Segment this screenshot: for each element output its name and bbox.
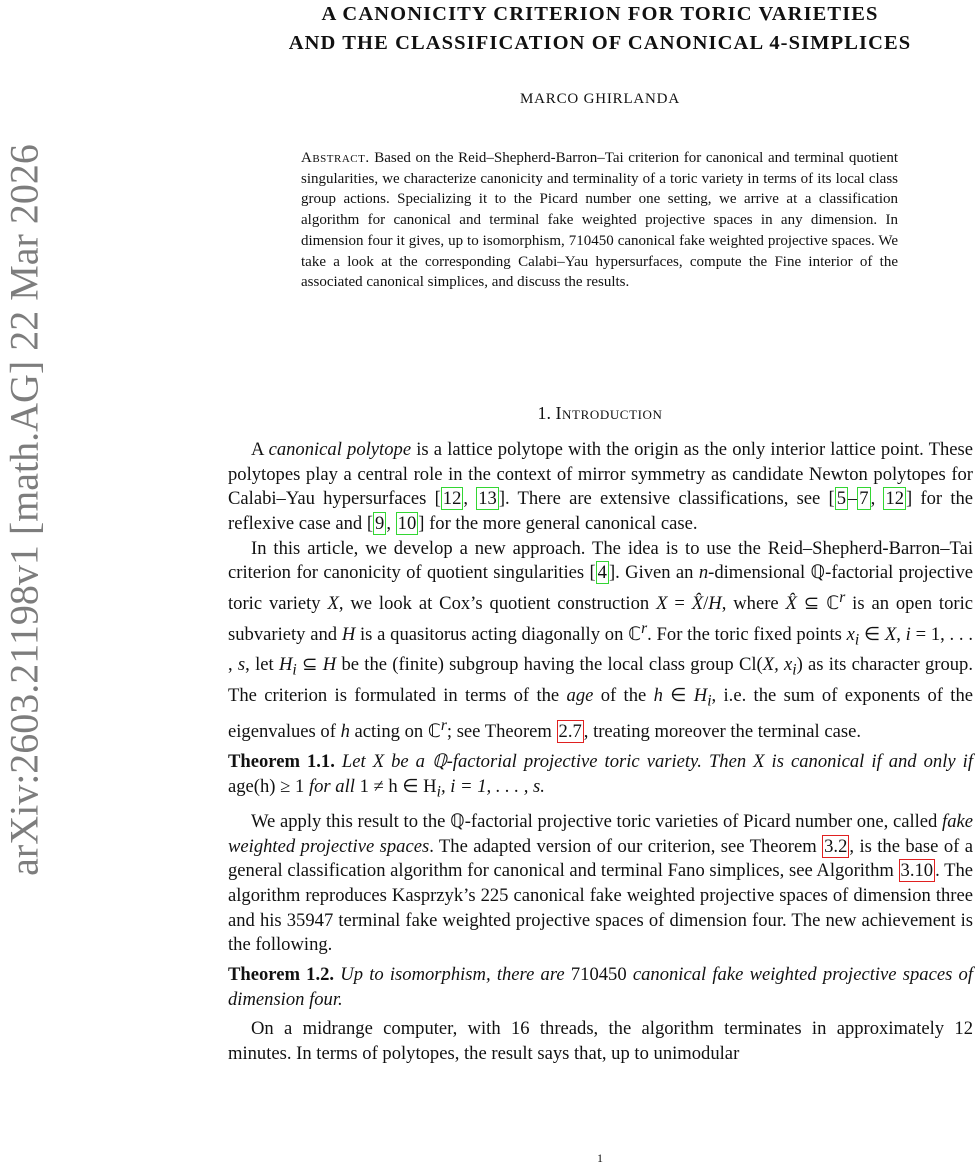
section-number: 1. <box>537 403 551 423</box>
arxiv-identifier: arXiv:2603.21198v1 [math.AG] 22 Mar 2026 <box>1 144 47 876</box>
abstract-text: Based on the Reid–Shepherd-Barron–Tai criterion for canonical and terminal quotient singularities, we characterize canonicity and terminality of a toric variety in terms of its local class group actions. Specializing it to the Picard number one setting, we arrive at a classification algorithm for canonical and terminal fake weighted projective spaces in any dimension. In dimension four it gives, up to isomorphism, 710450 canonical fake weighted projective spaces. We take a look at the corresponding Calabi–Yau hypersurfaces, compute the Fine interior of the associated canonical simplices, and discuss the results. <box>301 150 899 291</box>
citation-link[interactable]: 10 <box>397 512 417 534</box>
theorem-1-2: Theorem 1.2. Up to isomorphism, there are 710450 canonical fake weighted projective spaces of dimension four. <box>228 963 973 1010</box>
theorem-1-1: Theorem 1.1. Let X be a ℚ-factorial projective toric variety. Then X is canonical if and only if age(h) ≥ 1 for all 1 ≠ h ∈ $H_i$, i = 1, . . . , s. <box>228 750 973 801</box>
paper-title <box>228 0 972 58</box>
author-name: MARCO GHIRLANDA <box>520 91 680 107</box>
citation-link[interactable]: 7 <box>859 488 869 510</box>
paragraph-4: On a midrange computer, with 16 threads, the algorithm terminates in approximately 12 minutes. In terms of polytopes, the result says that, up to unimodular <box>228 1018 973 1064</box>
paragraph-3: We apply this result to the ℚ-factorial projective toric varieties of Picard number one, called fake weighted projective spaces. The adapted version of our criterion, see Theorem 3.2 , is the base of a general classification algorithm for canonical and terminal Fano simplices, see Algorithm 3.10 . The algorithm reproduces Kasprzyk’s 225 canonical fake weighted projective spaces of dimension three and his 35947 terminal fake weighted projective spaces of dimension four. The new achievement is the following. <box>228 810 973 956</box>
title-line-2: AND THE CLASSIFICATION OF CANONICAL 4-SIMPLICES <box>288 32 912 54</box>
body-text <box>228 438 973 1067</box>
abstract-heading: Abstract. <box>301 150 370 166</box>
abstract <box>301 148 898 293</box>
theorem-link[interactable]: 3.2 <box>824 835 848 857</box>
citation-link[interactable]: 12 <box>442 488 462 510</box>
page-number: 1 <box>597 1151 603 1165</box>
citation-link[interactable]: 4 <box>597 562 607 584</box>
paragraph-1: A canonical polytope is a lattice polytope with the origin as the only interior lattice point. These polytopes play a central role in the context of mirror symmetry as candidate Newton polytopes for Calabi–Yau hypersurfaces [ 12 , 13 ]. There are extensive classifications, see [ 5 – 7 , 12 ] for the reflexive case and [ 9 , 10 ] for the more general canonical case. <box>228 439 974 534</box>
theorem-link[interactable]: 2.7 <box>558 721 582 743</box>
citation-link[interactable]: 12 <box>885 488 905 510</box>
paragraph-2: In this article, we develop a new approach. The idea is to use the Reid–Shepherd-Barron–Tai criterion for canonicity of quotient singularities [ 4 ]. Given an n-dimensional ℚ-factorial projective toric variety X, we look at Cox’s quotient construction X = X̂/H, where X̂ ⊆ ℂ$^r$ is an open toric subvariety and H is a quasitorus acting diagonally on ℂ$^r$. For the toric fixed points $x_i$ ∈ X, i = 1, . . . , s, let $H_i$ ⊆ H be the (finite) subgroup having the local class group Cl(X, $x_i$) as its character group. The criterion is formulated in terms of the age of the h ∈ $H_i$, i.e. the sum of exponents of the eigenvalues of h acting on ℂ$^r$; see Theorem 2.7 , treating moreover the terminal case. <box>228 537 974 743</box>
theorem-label: Theorem 1.2. <box>228 963 335 985</box>
section-heading <box>228 403 972 424</box>
arxiv-sidebar <box>0 0 52 1165</box>
citation-link[interactable]: 13 <box>478 488 497 510</box>
theorem-label: Theorem 1.1. <box>228 750 335 772</box>
citation-link[interactable]: 9 <box>375 512 385 534</box>
citation-link[interactable]: 5 <box>836 488 846 510</box>
title-line-1: A CANONICITY CRITERION FOR TORIC VARIETIES <box>321 3 879 25</box>
section-title-text: Introduction <box>555 403 663 423</box>
algorithm-link[interactable]: 3.10 <box>900 860 934 882</box>
